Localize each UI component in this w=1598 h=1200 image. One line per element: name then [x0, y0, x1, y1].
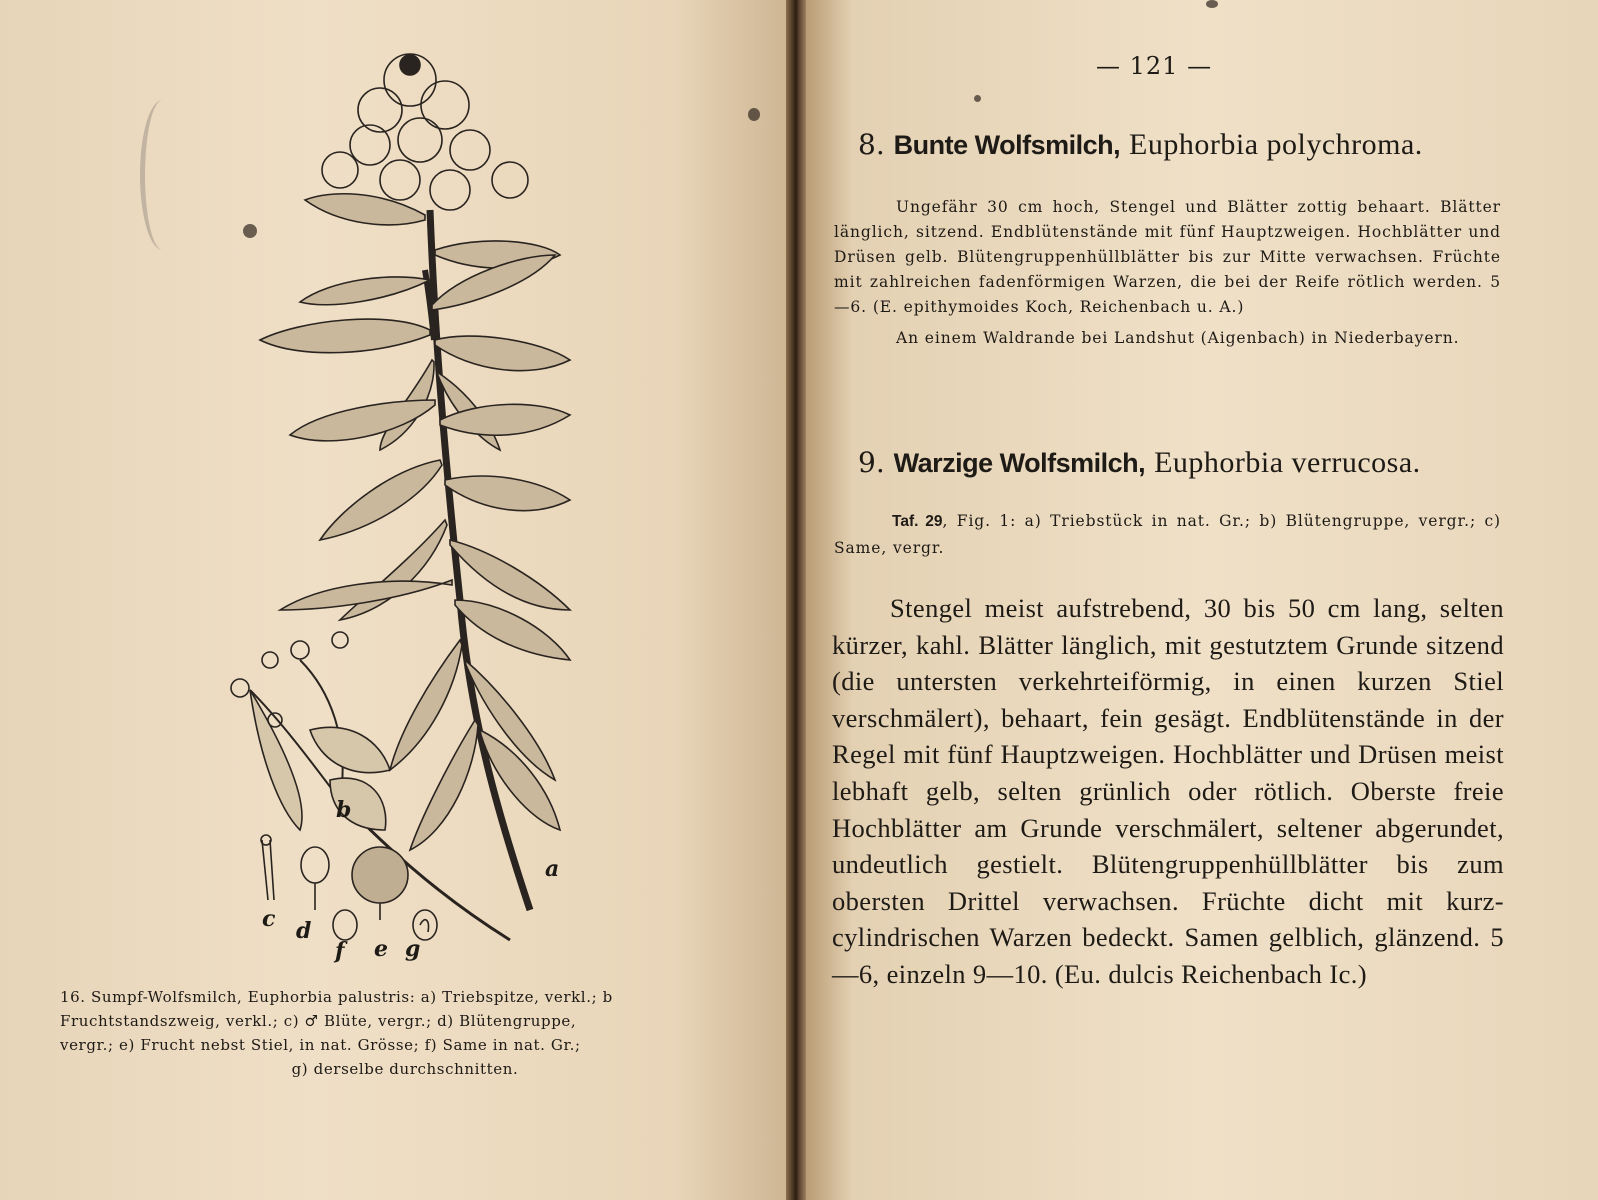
figure-label-e: e: [374, 936, 388, 962]
section-9-paragraph: Stengel meist aufstrebend, 30 bis 50 cm lang, selten kürzer, kahl. Blätter länglich, mit gestutztem Grunde sitzend (die untersten verkehrteiförmig, in einen kurzen Stiel verschmälert), behaart, fein gesägt. Endblütenstände in der Regel mit fünf Hauptzweigen. Hochblätter und Drüsen meist lebhaft gelb, selten grünlich oder rötlich. Oberste freie Hochblätter am Grunde verschmälert, seltener abgerundet, undeutlich gestielt. Blütengruppenhüllblätter bis zum obersten Drittel verwachsen. Früchte dicht mit kurz-cylindrischen Warzen bedeckt. Samen gelblich, glänzend. 5—6, einzeln 9—10. (Eu. dulcis Reichenbach Ic.): [832, 593, 1504, 989]
ink-speck: [748, 108, 760, 121]
ink-speck: [1206, 0, 1218, 8]
ink-speck: [974, 95, 981, 102]
latin-name: Euphorbia verrucosa.: [1154, 446, 1421, 479]
caption-line: g) derselbe durchschnitten.: [291, 1060, 519, 1078]
section-8-habitat: An einem Waldrande bei Landshut (Aigenbach) in Niederbayern.: [896, 329, 1460, 347]
section-number: 8.: [858, 128, 885, 161]
figure-label-c: c: [262, 906, 276, 932]
plant-illustration: [220, 40, 600, 970]
section-9-description: [832, 590, 1504, 993]
detail-d: [301, 847, 329, 910]
plate-label: Taf. 29: [892, 513, 943, 530]
page-number: — 121 —: [1096, 52, 1213, 80]
figure-label-d: d: [296, 918, 312, 944]
book-gutter: [786, 0, 808, 1200]
german-name: Warzige Wolfsmilch,: [893, 448, 1146, 478]
caption-line: vergr.; e) Frucht nebst Stiel, in nat. Grösse; f) Same in nat. Gr.;: [60, 1036, 581, 1054]
section-9-heading: [858, 446, 1498, 480]
section-number: 9.: [858, 446, 885, 479]
figure-label-b: b: [336, 797, 352, 823]
figure-label-f: f: [335, 938, 345, 964]
caption-line: Fruchtstandszweig, verkl.; c) ♂ Blüte, vergr.; d) Blütengruppe,: [60, 1012, 577, 1030]
section-8-heading: [858, 128, 1498, 162]
right-page: [806, 0, 1598, 1200]
section-8-description: Ungefähr 30 cm hoch, Stengel und Blätter zottig behaart. Blätter länglich, sitzend. Endblütenstände mit fünf Hauptzweigen. Hochblätter und Drüsen gelb. Blütengruppenhüllblätter bis zur Mitte verwachsen. Früchte mit zahlreichen fadenförmigen Warzen, die bei der Reife rötlich werden. 5—6. (E. epithymoides Koch, Reichenbach u. A.): [834, 198, 1501, 316]
german-name: Bunte Wolfsmilch,: [893, 130, 1121, 160]
section-8-text: [834, 195, 1501, 351]
left-page: [0, 0, 790, 1200]
pencil-mark: [140, 100, 185, 250]
figure-label-a: a: [545, 856, 560, 882]
flower-head: [322, 54, 528, 210]
detail-e: [352, 847, 408, 920]
plate-reference: [834, 508, 1501, 562]
figure-caption: [60, 985, 750, 1081]
figure-label-g: g: [405, 936, 421, 962]
caption-line: 16. Sumpf-Wolfsmilch, Euphorbia palustris: a) Triebspitze, verkl.; b: [60, 988, 613, 1006]
detail-f: [333, 910, 357, 940]
latin-name: Euphorbia polychroma.: [1129, 128, 1423, 161]
plate-text: , Fig. 1: a) Triebstück in nat. Gr.; b) Blütengruppe, vergr.; c) Same, vergr.: [834, 512, 1502, 557]
detail-c: [261, 835, 274, 900]
